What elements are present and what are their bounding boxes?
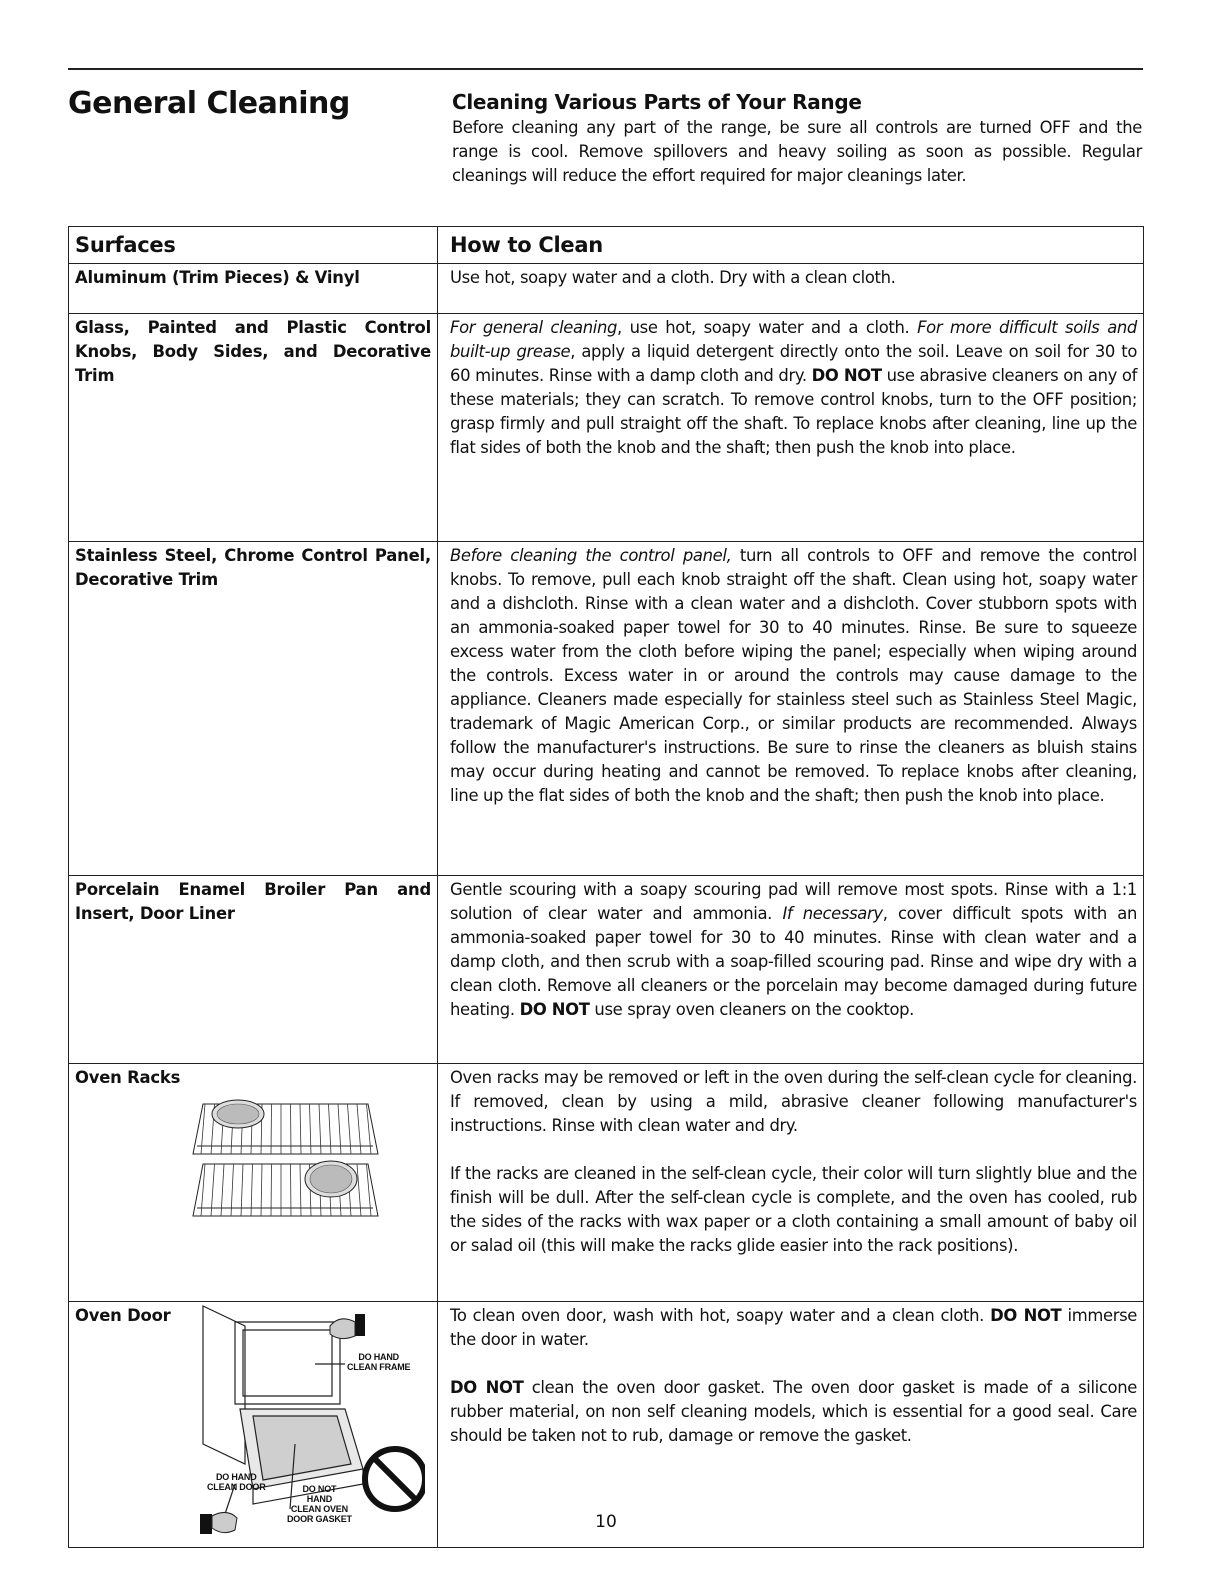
top-rule: [68, 68, 1143, 70]
howto-paragraph: [450, 1066, 1137, 1138]
text-run: , cover difficult spots with an ammonia-soaked paper towel for 30 to 40 minutes. Rinse with clean water and a damp cloth, and then scrub with a soap-filled scouring pad. Rinse and wipe dry with a clean cloth. Remove all cleaners or the porcelain may become damaged during future heating.: [450, 904, 1137, 1019]
surface-cell: [69, 1302, 438, 1548]
text-run: use abrasive cleaners on any of these materials; they can scratch. To remove control knobs, turn to the OFF position; grasp firmly and pull straight off the shaft. To replace knobs after cleaning, line up the flat sides of both the knob and the shaft; then push the knob into place.: [450, 366, 1137, 457]
howto-paragraph: [450, 1162, 1137, 1258]
oven-racks-illustration: [183, 1094, 383, 1224]
howto-cell: [438, 876, 1144, 1064]
intro-heading: Cleaning Various Parts of Your Range: [452, 90, 862, 114]
emphasis-italic: If necessary: [782, 904, 883, 923]
table-row: [69, 314, 1144, 542]
rack-wire: [291, 1164, 292, 1216]
intro-text: Before cleaning any part of the range, be sure all controls are turned OFF and the range is cool. Remove spillovers and heavy soiling as soon as possible. Regular cleanings will reduce the effort required for major cleanings later.: [452, 118, 1142, 185]
howto-cell: [438, 314, 1144, 542]
emphasis-warning: DO NOT: [450, 1378, 524, 1397]
header-how-to-clean: How to Clean: [438, 227, 1144, 264]
text-run: Use hot, soapy water and a cloth. Dry with a clean cloth.: [450, 268, 896, 287]
text-run: Oven racks may be removed or left in the oven during the self-clean cycle for cleaning. If removed, clean by using a mild, abrasive cleaner following manufacturer's instructions. Rinse with clean water and dry.: [450, 1068, 1137, 1135]
page-number: 10: [595, 1512, 617, 1532]
rack-wire: [271, 1104, 272, 1154]
cleaning-table: [68, 226, 1144, 1548]
howto-cell: [438, 1302, 1144, 1548]
text-run: , use hot, soapy water and a cloth.: [617, 318, 918, 337]
text-run: clean the oven door gasket. The oven door gasket is made of a silicone rubber material, on non self cleaning models, which is essential for a good seal. Care should be taken not to rub, damage or remove the gasket.: [450, 1378, 1137, 1445]
rack-wire: [291, 1104, 292, 1154]
table-header-row: [69, 227, 1144, 264]
surface-label: Oven Racks: [75, 1068, 181, 1087]
emphasis-warning: DO NOT: [811, 366, 882, 385]
surface-cell: [69, 1064, 438, 1302]
text-run: To clean oven door, wash with hot, soapy water and a clean cloth.: [450, 1306, 991, 1325]
howto-paragraph: [450, 544, 1137, 808]
text-run: immerse the door in water.: [450, 1306, 1138, 1349]
table-row: [69, 264, 1144, 314]
text-run: turn all controls to OFF and remove the control knobs. To remove, pull each knob straight off the shaft. Clean using hot, soapy water and a dishcloth. Rinse with a clean water and a dishcloth. Cover stubborn spots with an ammonia-soaked paper towel for 30 to 40 minutes. Rinse. Be sure to squeeze excess water from the cloth before wiping the panel; especially when wiping around the controls. Excess water in or around the controls may cause damage to the appliance. Cleaners made especially for stainless steel such as Stainless Steel Magic, trademark of Magic American Corp., or similar products are recommended. Always follow the manufacturer's instructions. Be sure to rinse the cleaners as bluish stains may occur during heating and cannot be removed. To replace knobs after cleaning, line up the flat sides of both the knob and the shaft; then push the knob into place.: [450, 546, 1137, 805]
table-row: [69, 1064, 1144, 1302]
text-run: use spray oven cleaners on the cooktop.: [589, 1000, 915, 1019]
howto-paragraph: [450, 878, 1137, 1022]
surface-cell: Glass, Painted and Plastic Control Knobs, Body Sides, and Decorative Trim: [69, 314, 438, 542]
howto-paragraph: [450, 1376, 1137, 1448]
text-run: , apply a liquid detergent directly onto the soil. Leave on soil for 30 to 60 minutes. Rinse with a damp cloth and dry.: [450, 342, 1137, 385]
emphasis-warning: DO NOT: [519, 1000, 590, 1019]
surface-label: Oven Door: [75, 1306, 171, 1325]
intro-block: [452, 90, 1142, 188]
label-do-not-clean-gasket: DO NOT HAND CLEAN OVEN DOOR GASKET: [287, 1484, 352, 1524]
emphasis-warning: DO NOT: [990, 1306, 1062, 1325]
howto-paragraph: [450, 316, 1137, 460]
rack-wire: [271, 1164, 272, 1216]
label-hand-clean-door: DO HAND CLEAN DOOR: [207, 1472, 266, 1492]
howto-cell: [438, 542, 1144, 876]
table-row: [69, 542, 1144, 876]
text-run: If the racks are cleaned in the self-clean cycle, their color will turn slightly blue and the finish will be dull. After the self-clean cycle is complete, and the oven has cooled, rub the sides of the racks with wax paper or a cloth containing a small amount of baby oil or salad oil (this will make the racks glide easier into the rack positions).: [450, 1164, 1137, 1255]
table-row: [69, 876, 1144, 1064]
howto-cell: [438, 1064, 1144, 1302]
surface-cell: Aluminum (Trim Pieces) & Vinyl: [69, 264, 438, 314]
section-title: General Cleaning: [68, 86, 350, 121]
emphasis-italic: Before cleaning the control panel,: [450, 546, 732, 565]
howto-cell: [438, 264, 1144, 314]
surface-cell: Stainless Steel, Chrome Control Panel, Decorative Trim: [69, 542, 438, 876]
table-row: [69, 1302, 1144, 1548]
label-hand-clean-frame: DO HAND CLEAN FRAME: [347, 1352, 411, 1372]
howto-paragraph: [450, 1304, 1137, 1352]
emphasis-italic: For more difficult soils and built-up grease: [450, 318, 1137, 361]
howto-paragraph: [450, 266, 1137, 290]
header-surfaces: Surfaces: [69, 227, 438, 264]
emphasis-italic: For general cleaning: [450, 318, 618, 337]
text-run: Gentle scouring with a soapy scouring pad will remove most spots. Rinse with a 1:1 solution of clear water and ammonia.: [450, 880, 1137, 923]
surface-cell: Porcelain Enamel Broiler Pan and Insert, Door Liner: [69, 876, 438, 1064]
